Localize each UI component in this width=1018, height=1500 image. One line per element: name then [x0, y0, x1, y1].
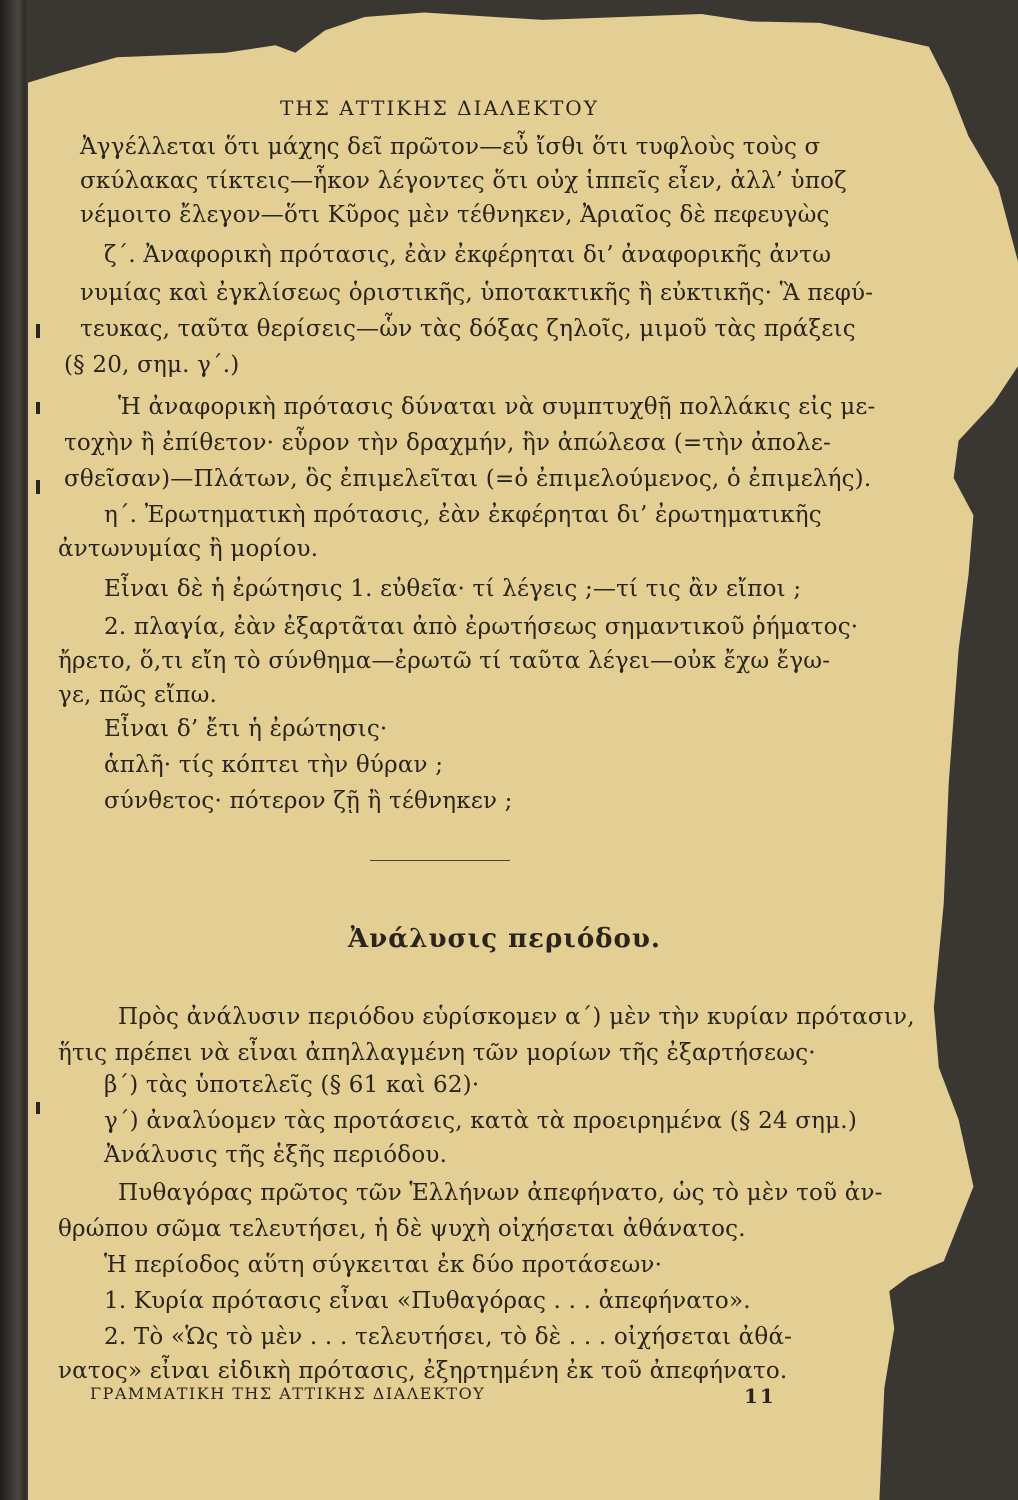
body-line-11: η΄. Ἐρωτηματικὴ πρότασις, ἐὰν ἐκφέρηται δι’ ἐρωτηματικῆς: [104, 502, 822, 528]
body-line-12: ἀντωνυμίας ἢ μορίου.: [58, 536, 319, 562]
section-line-3: β΄) τὰς ὑποτελεῖς (§ 61 καὶ 62)·: [104, 1072, 480, 1098]
body-line-17: Εἶναι δ’ ἔτι ἡ ἐρώτησις·: [104, 716, 388, 742]
body-line-6: τευκας, ταῦτα θερίσεις—ὧν τὰς δόξας ζηλοῖς, μιμοῦ τὰς πράξεις: [80, 316, 856, 342]
margin-tick-mark: [36, 402, 40, 414]
body-line-16: γε, πῶς εἴπω.: [58, 682, 218, 708]
body-line-10: σθεῖσαν)—Πλάτων, ὃς ἐπιμελεῖται (=ὁ ἐπιμελούμενος, ὁ ἐπιμελής).: [64, 466, 872, 492]
body-line-8: Ἡ ἀναφορικὴ πρότασις δύναται νὰ συμπτυχθῇ πολλάκις εἰς με-: [118, 394, 876, 420]
body-line-9: τοχὴν ἢ ἐπίθετον· εὗρον τὴν δραχμήν, ἣν ἀπώλεσα (=τὴν ἀπολε-: [64, 430, 831, 456]
section-line-10: 2. Τὸ «Ὡς τὸ μὲν . . . τελευτήσει, τὸ δὲ . . . οἰχήσεται ἀθά-: [104, 1324, 793, 1350]
body-line-18: ἁπλῆ· τίς κόπτει τὴν θύραν ;: [104, 752, 444, 778]
margin-tick-mark: [36, 1102, 40, 1114]
body-line-13: Εἶναι δὲ ἡ ἐρώτησις 1. εὐθεῖα· τί λέγεις ;—τί τις ἂν εἴποι ;: [104, 576, 802, 602]
body-line-5: νυμίας καὶ ἐγκλίσεως ὁριστικῆς, ὑποτακτικῆς ἢ εὐκτικῆς· Ἃ πεφύ-: [80, 280, 874, 306]
running-header: ΤΗΣ ΑΤΤΙΚΗΣ ΔΙΑΛΕΚΤΟΥ: [280, 96, 599, 120]
footer-book-title: ΓΡΑΜΜΑΤΙΚΗ ΤΗΣ ΑΤΤΙΚΗΣ ΔΙΑΛΕΚΤΟΥ: [90, 1384, 486, 1403]
body-line-14: 2. πλαγία, ἐὰν ἐξαρτᾶται ἀπὸ ἐρωτήσεως σημαντικοῦ ῥήματος·: [104, 614, 859, 640]
section-line-4: γ΄) ἀναλύομεν τὰς προτάσεις, κατὰ τὰ προειρημένα (§ 24 σημ.): [104, 1108, 857, 1134]
page-number: 11: [744, 1384, 776, 1408]
section-line-5: Ἀνάλυσις τῆς ἑξῆς περιόδου.: [104, 1142, 448, 1168]
body-line-2: σκύλακας τίκτεις—ἧκον λέγοντες ὅτι οὐχ ἱππεῖς εἶεν, ἀλλ’ ὑποζ: [80, 168, 847, 194]
section-line-6: Πυθαγόρας πρῶτος τῶν Ἑλλήνων ἀπεφήνατο, ὡς τὸ μὲν τοῦ ἀν-: [118, 1180, 883, 1206]
section-divider: [370, 860, 510, 861]
section-line-11: νατος» εἶναι εἰδικὴ πρότασις, ἐξηρτημένη ἐκ τοῦ ἀπεφήνατο.: [58, 1358, 788, 1384]
section-line-7: θρώπου σῶμα τελευτήσει, ἡ δὲ ψυχὴ οἰχήσεται ἀθάνατος.: [58, 1216, 746, 1242]
section-line-2: ἥτις πρέπει νὰ εἶναι ἀπηλλαγμένη τῶν μορίων τῆς ἐξαρτήσεως·: [58, 1040, 816, 1066]
body-line-15: ἤρετο, ὅ,τι εἴη τὸ σύνθημα—ἐρωτῶ τί ταῦτα λέγει—οὐκ ἔχω ἔγω-: [58, 648, 831, 674]
margin-tick-mark: [36, 480, 40, 494]
section-title: Ἀνάλυσις περιόδου.: [348, 924, 661, 954]
body-line-7: (§ 20, σημ. γ΄.): [64, 352, 240, 378]
body-line-4: ζ΄. Ἀναφορικὴ πρότασις, ἐὰν ἐκφέρηται δι’ ἀναφορικῆς ἀντω: [104, 242, 832, 268]
section-line-9: 1. Κυρία πρότασις εἶναι «Πυθαγόρας . . . ἀπεφήνατο».: [104, 1288, 751, 1314]
body-line-19: σύνθετος· πότερον ζῇ ἢ τέθνηκεν ;: [104, 788, 513, 814]
body-line-3: νέμοιτο ἔλεγον—ὅτι Κῦρος μὲν τέθνηκεν, Ἀριαῖος δὲ πεφευγὼς: [80, 202, 830, 228]
body-line-1: Ἀγγέλλεται ὅτι μάχης δεῖ πρῶτον—εὖ ἴσθι ὅτι τυφλοὺς τοὺς σ: [80, 134, 821, 160]
margin-tick-mark: [36, 324, 40, 338]
section-line-8: Ἡ περίοδος αὕτη σύγκειται ἐκ δύο προτάσεων·: [104, 1252, 663, 1278]
section-line-1: Πρὸς ἀνάλυσιν περιόδου εὑρίσκομεν α΄) μὲν τὴν κυρίαν πρότασιν,: [118, 1004, 915, 1030]
